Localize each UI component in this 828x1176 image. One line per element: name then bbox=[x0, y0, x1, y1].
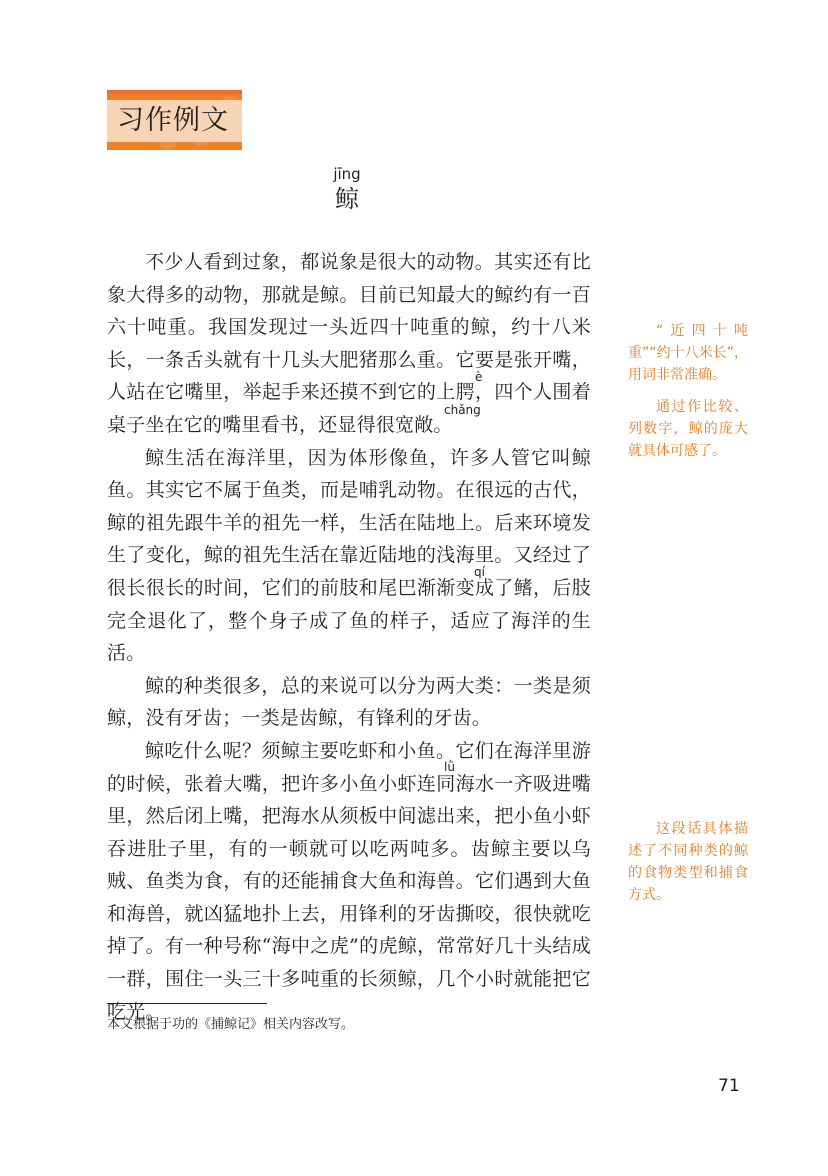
margin-note-1: “近四十吨重”“约十八米长”，用词非常准确。 bbox=[628, 323, 748, 383]
pinyin-mark-lu: lǜ bbox=[444, 760, 455, 774]
article-body bbox=[107, 246, 591, 1028]
body-paragraph-1: 不少人看到过象，都说象是很大的动物。其实还有比象大得多的动物，那就是鲸。目前已知最大的鲸约有一百六十吨重。我国发现过一头近四十吨重的鲸，约十八米长，一条舌头就有十几头大肥猪那么重。它要是张开嘴，人站在它嘴里，举起手来还摸不到它的上腭，四个人围着桌子坐在它的嘴里看书，还显得很宽敞。 bbox=[107, 251, 591, 436]
pinyin-mark-e: è bbox=[475, 370, 483, 384]
body-paragraph-2: 鲸生活在海洋里，因为体形像鱼，许多人管它叫鲸鱼。其实它不属于鱼类，而是哺乳动物。在很远的古代，鲸的祖先跟牛羊的祖先一样，生活在陆地上。后来环境发生了变化，鲸的祖先生活在靠近陆地的浅海里。又经过了很长很长的时间，它们的前肢和尾巴渐渐变成了鳍，后肢完全退化了，整个身子成了鱼的样子，适应了海洋的生活。 bbox=[107, 446, 591, 665]
section-badge bbox=[107, 90, 242, 150]
margin-note-group-1 bbox=[628, 320, 748, 472]
article-heading bbox=[312, 165, 382, 213]
footnote-rule bbox=[107, 1003, 267, 1004]
article-title: 鲸 bbox=[335, 185, 359, 213]
section-title: 习作例文 bbox=[117, 105, 229, 136]
body-paragraph-4: 鲸吃什么呢？须鲸主要吃虾和小鱼。它们在海洋里游的时候，张着大嘴，把许多小鱼小虾连同海水一齐吸进嘴里，然后闭上嘴，把海水从须板中间滤出来，把小鱼小虾吞进肚子里，有的一顿就可以吃两吨多。齿鲸主要以乌贼、鱼类为食，有的还能捕食大鱼和海兽。它们遇到大鱼和海兽，就凶猛地扑上去，用锋利的牙齿撕咬，很快就吃掉了。有一种号称“海中之虎”的虎鲸，常常好几十头结成一群，围住一头三十多吨重的长须鲸，几个小时就能把它吃光。 bbox=[107, 739, 591, 1023]
pinyin-mark-chang: chǎng bbox=[444, 403, 481, 417]
margin-note-2: 通过作比较、列数字，鲸的庞大就具体可感了。 bbox=[628, 399, 748, 459]
footnote: 本文根据于功的《捕鲸记》相关内容改写。 bbox=[107, 1017, 355, 1032]
pinyin-mark-qi: qí bbox=[474, 565, 485, 579]
title-pinyin: jīng bbox=[333, 165, 361, 183]
section-badge-panel bbox=[107, 100, 242, 142]
body-paragraph-3: 鲸的种类很多，总的来说可以分为两大类：一类是须鲸，没有牙齿；一类是齿鲸，有锋利的牙齿。 bbox=[107, 674, 591, 730]
page-number: 71 bbox=[718, 1076, 740, 1096]
margin-note-group-2 bbox=[628, 818, 748, 916]
margin-note-3: 这段话具体描述了不同种类的鲸的食物类型和捕食方式。 bbox=[628, 821, 748, 903]
